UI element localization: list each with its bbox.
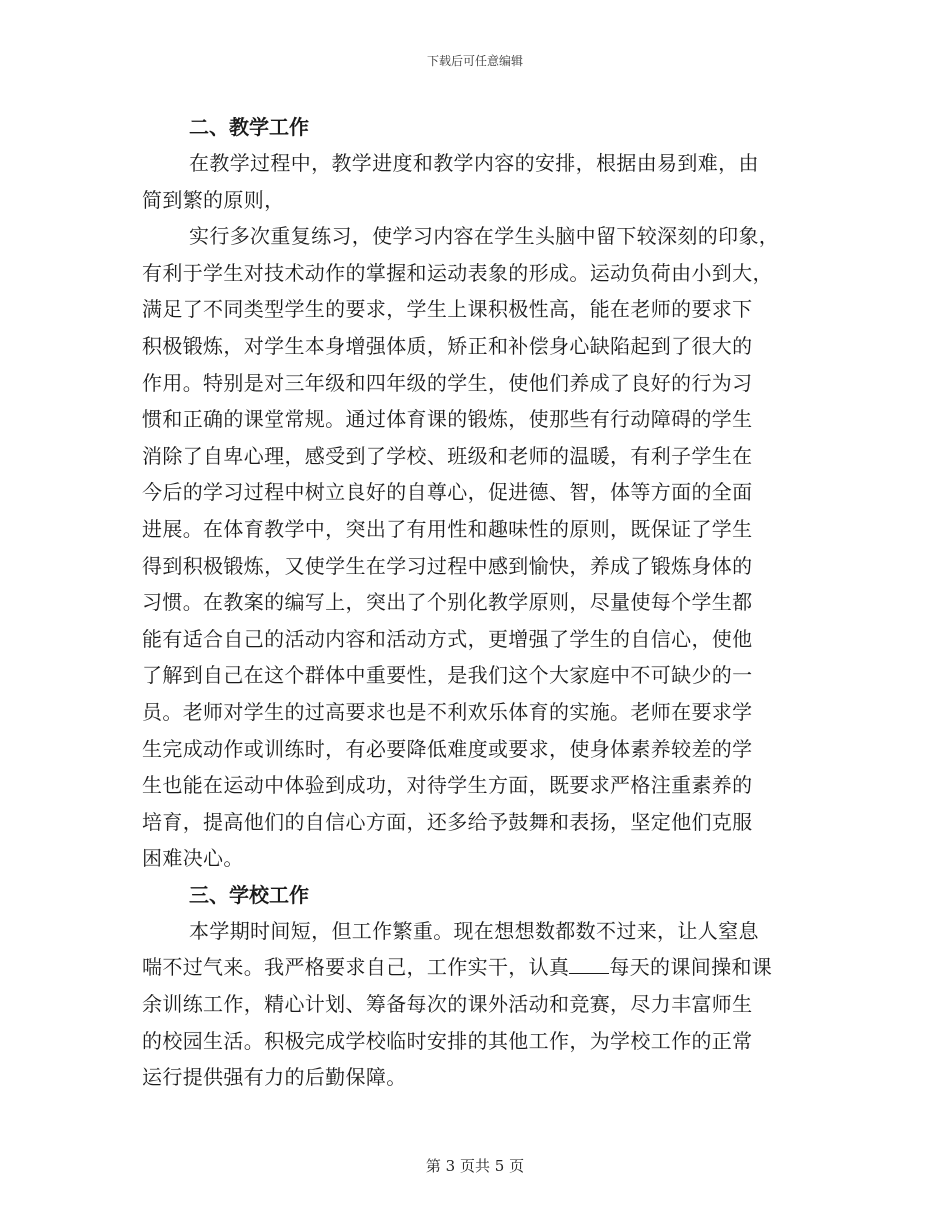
text-line: 本学期时间短，但工作繁重。现在想想数都数不过来，让人窒息	[189, 918, 759, 943]
text-line: 困难决心。	[142, 846, 244, 871]
text-line: 积极锻炼，对学生本身增强体质，矫正和补偿身心缺陷起到了很大的	[142, 333, 753, 358]
text-line: 进展。在体育教学中，突出了有用性和趣味性的原则，既保证了学生	[142, 516, 753, 541]
text-line: 了解到自己在这个群体中重要性，是我们这个大家庭中不可缺少的一	[142, 663, 753, 688]
text-line: 习惯。在教案的编写上，突出了个别化教学原则，尽量使每个学生都	[142, 590, 753, 615]
text-line: 员。老师对学生的过高要求也是不利欢乐体育的实施。老师在要求学	[142, 699, 753, 724]
text-line-with-blank	[142, 949, 806, 986]
section-heading-school: 三、学校工作	[189, 882, 309, 907]
text-line: 作用。特别是对三年级和四年级的学生，使他们养成了良好的行为习	[142, 370, 753, 395]
text-line: 简到繁的原则，	[142, 187, 285, 212]
paragraph-teaching-intro	[142, 145, 806, 218]
fill-in-blank	[569, 953, 609, 974]
text-line: 余训练工作，精心计划、筹备每次的课外活动和竞赛，尽力丰富师生	[142, 992, 753, 1017]
text-line: 满足了不同类型学生的要求，学生上课积极性高，能在老师的要求下	[142, 297, 753, 322]
text-line: 实行多次重复练习，使学习内容在学生头脑中留下较深刻的印象，	[189, 224, 780, 249]
paragraph-teaching-details	[142, 218, 806, 877]
text-line: 运行提供强有力的后勤保障。	[142, 1065, 407, 1090]
text-line: 生也能在运动中体验到成功，对待学生方面，既要求严格注重素养的	[142, 773, 753, 798]
text-line: 今后的学习过程中树立良好的自尊心，促进德、智，体等方面的全面	[142, 480, 753, 505]
text-line: 能有适合自己的活动内容和活动方式，更增强了学生的自信心，使他	[142, 626, 753, 651]
text-segment: 喘不过气来。我严格要求自己，工作实干，认真	[142, 955, 570, 980]
text-line: 生完成动作或训练时，有必要降低难度或要求，使身体素养较差的学	[142, 736, 753, 761]
text-line: 有利于学生对技术动作的掌握和运动表象的形成。运动负荷由小到大，	[142, 260, 773, 285]
document-body	[142, 109, 806, 1096]
text-segment: 每天的课间操和课	[609, 955, 773, 980]
page-number-footer: 第 3 页共 5 页	[425, 1157, 525, 1175]
text-line: 得到积极锻炼，又使学生在学习过程中感到愉快，养成了锻炼身体的	[142, 553, 753, 578]
text-line: 培育，提高他们的自信心方面，还多给予鼓舞和表扬，坚定他们克服	[142, 809, 753, 834]
text-line: 在教学过程中，教学进度和教学内容的安排，根据由易到难，由	[189, 151, 759, 175]
section-heading-teaching: 二、教学工作	[189, 115, 309, 139]
page-header-note: 下载后可任意编辑	[426, 54, 523, 68]
text-line: 消除了自卑心理，感受到了学校、班级和老师的温暖，有利子学生在	[142, 443, 753, 468]
paragraph-school-work	[142, 913, 806, 1096]
text-line: 的校园生活。积极完成学校临时安排的其他工作，为学校工作的正常	[142, 1028, 753, 1053]
text-line: 惯和正确的课堂常规。通过体育课的锻炼，使那些有行动障碍的学生	[142, 407, 753, 432]
